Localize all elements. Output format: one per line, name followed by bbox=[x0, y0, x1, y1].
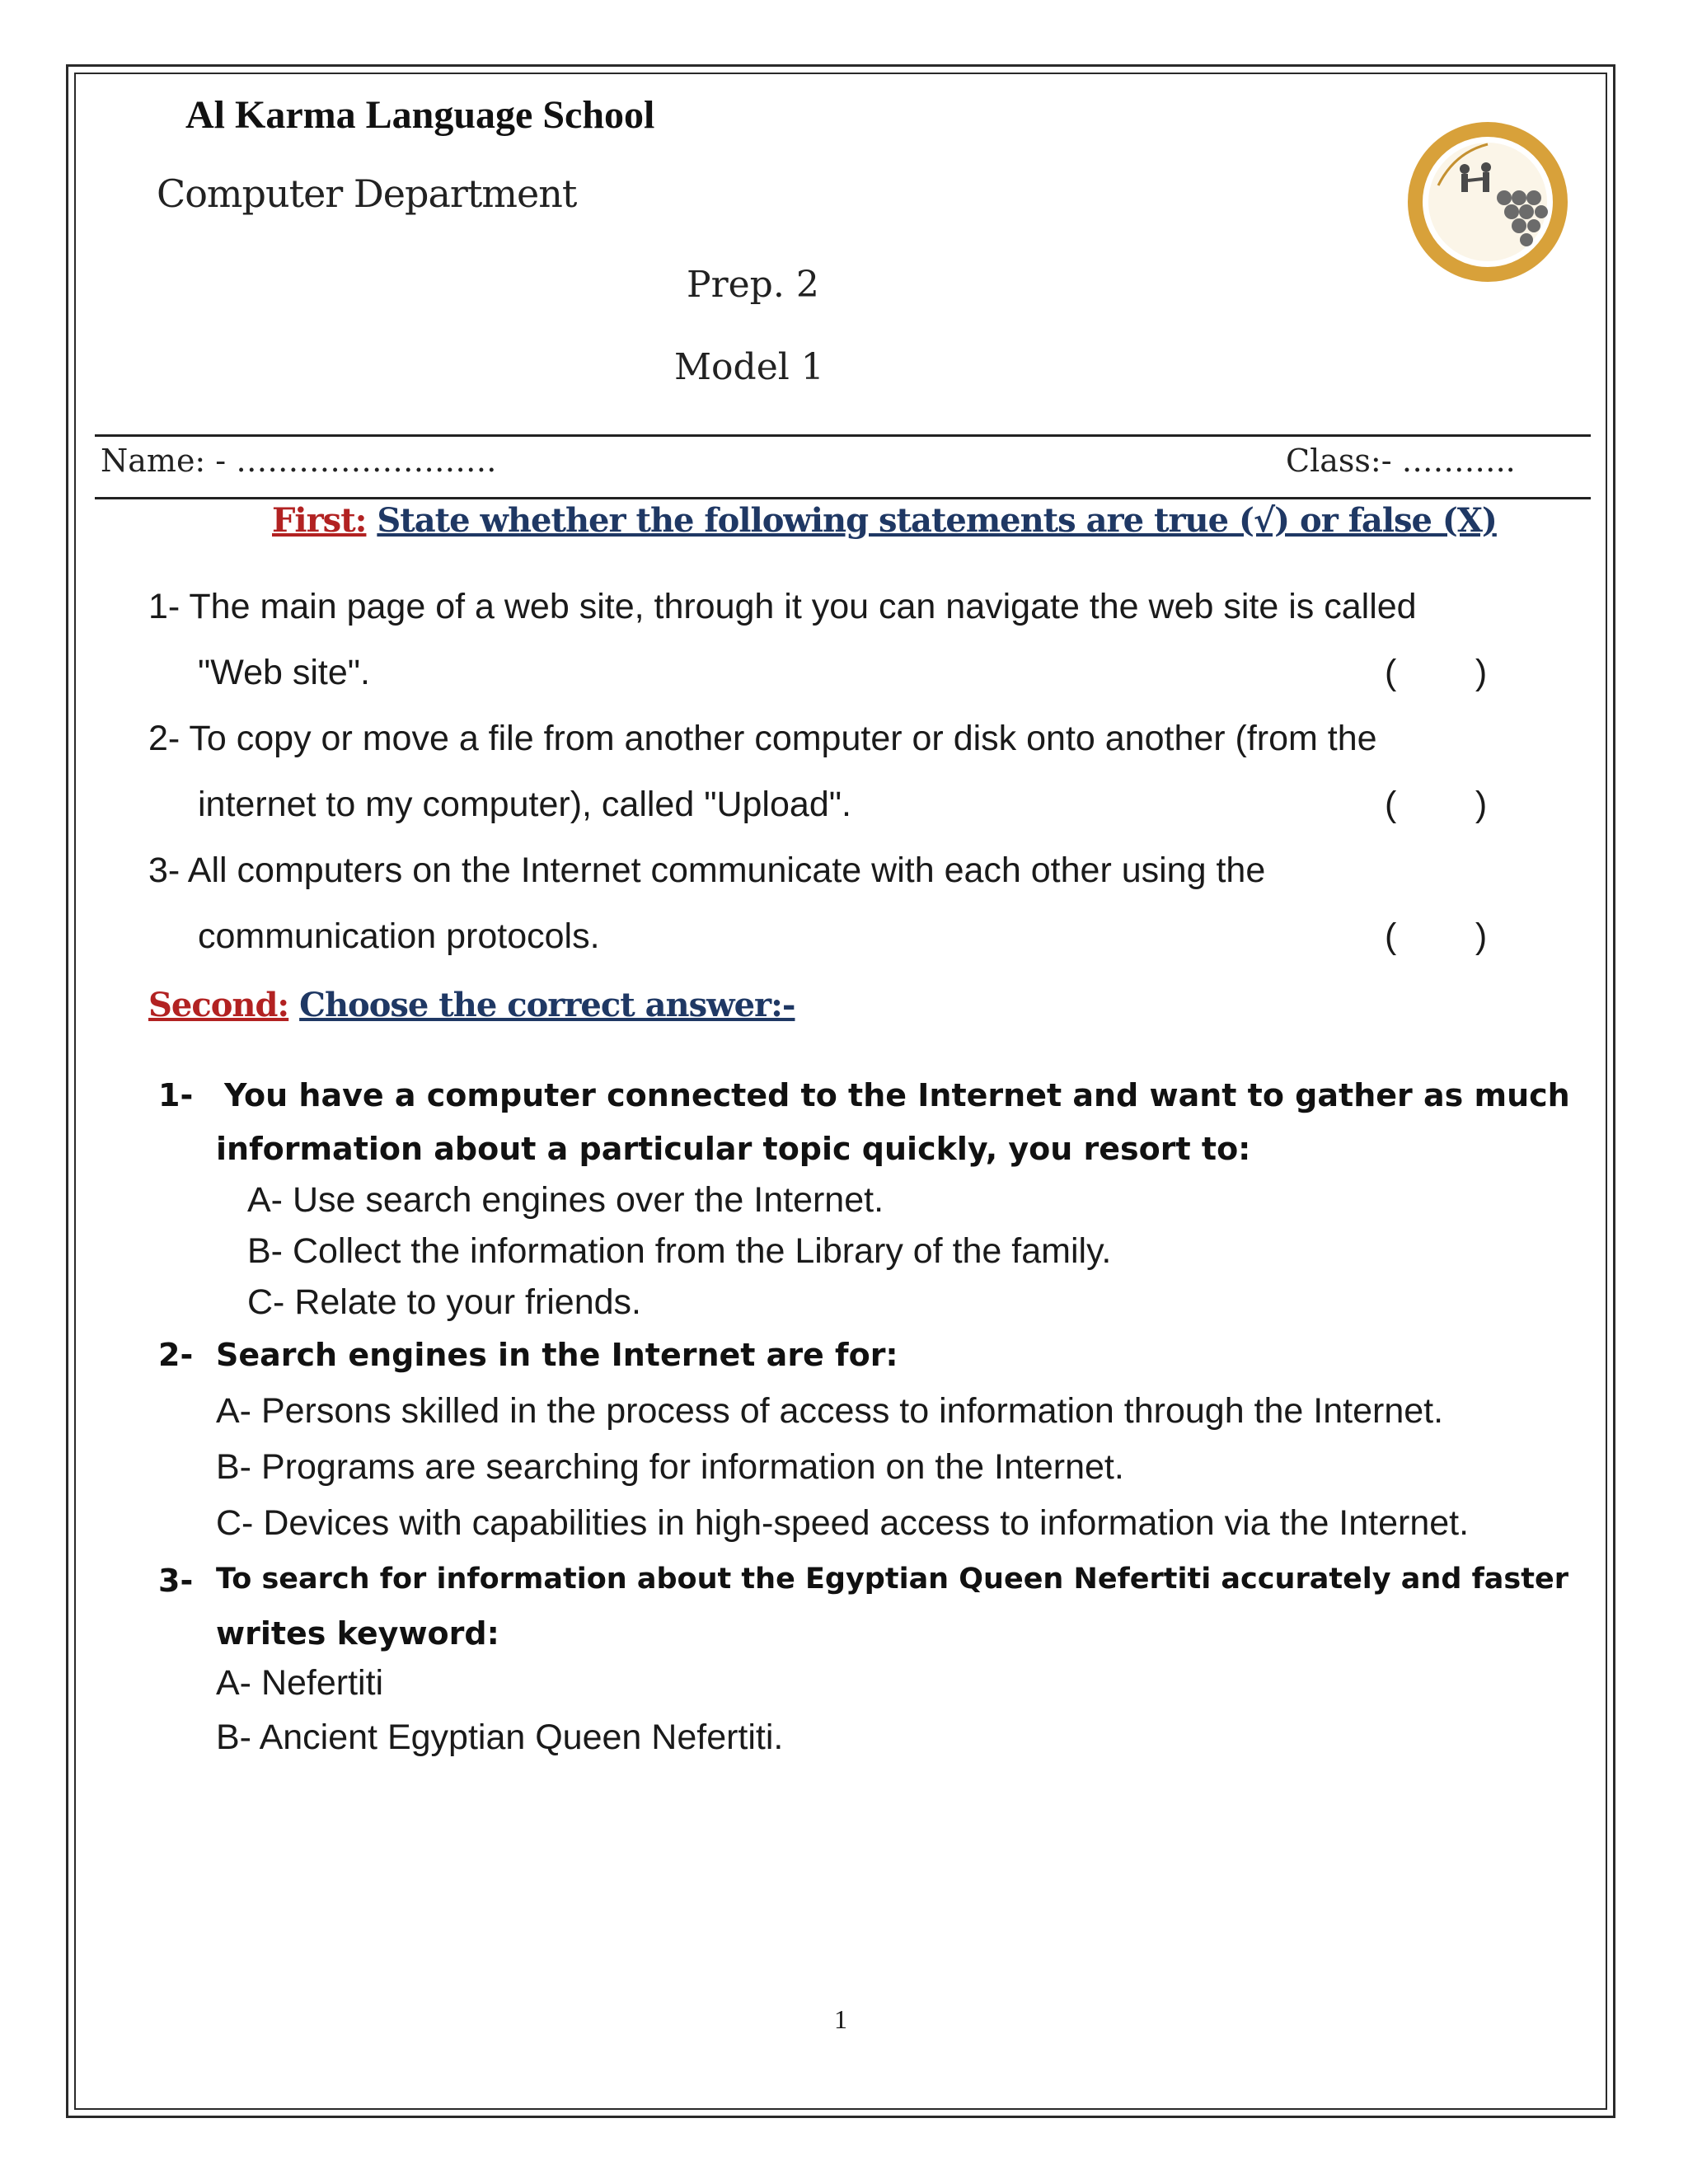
mc-q2-option-a: A- Persons skilled in the process of access to information through the Internet. bbox=[216, 1391, 1444, 1431]
mc-q1-line-2: information about a particular topic quickly, you resort to: bbox=[216, 1131, 1251, 1167]
tf-item-3-line-1: 3- All computers on the Internet communicate with each other using the bbox=[148, 851, 1266, 890]
page-number: 1 bbox=[834, 2004, 847, 2034]
tf-item-3-answer: ( ) bbox=[1385, 916, 1488, 956]
divider-top bbox=[95, 434, 1591, 437]
student-name-field: Name: - ……………………. bbox=[101, 443, 497, 479]
mc-q1-option-a: A- Use search engines over the Internet. bbox=[247, 1180, 884, 1220]
tf-item-2-line-1: 2- To copy or move a file from another computer or disk onto another (from the bbox=[148, 719, 1377, 758]
mc-q3-option-a: A- Nefertiti bbox=[216, 1663, 384, 1703]
section-first-instruction: State whether the following statements are true (√) or false (X) bbox=[377, 501, 1497, 540]
section-second-title bbox=[148, 986, 795, 1024]
section-second-instruction: Choose the correct answer:- bbox=[299, 986, 795, 1024]
mc-q1-line-1: You have a computer connected to the Internet and want to gather as much bbox=[224, 1077, 1570, 1113]
school-logo bbox=[1405, 120, 1570, 284]
section-first-lead: First: bbox=[272, 501, 367, 540]
mc-q3-line-1: To search for information about the Egyptian Queen Nefertiti accurately and faster bbox=[216, 1563, 1568, 1596]
tf-item-1-answer: ( ) bbox=[1385, 653, 1488, 692]
school-name: Al Karma Language School bbox=[185, 93, 655, 137]
section-first-title bbox=[272, 501, 1497, 540]
tf-item-2-answer: ( ) bbox=[1385, 785, 1488, 824]
mc-q1-option-b: B- Collect the information from the Library of the family. bbox=[247, 1231, 1112, 1271]
mc-q3-line-2: writes keyword: bbox=[216, 1615, 499, 1652]
department-name: Computer Department bbox=[157, 171, 577, 216]
model-label: Model 1 bbox=[674, 346, 824, 388]
mc-q2-line-1: Search engines in the Internet are for: bbox=[216, 1337, 898, 1373]
section-second-lead: Second: bbox=[148, 986, 289, 1024]
mc-q1-number: 1- bbox=[158, 1077, 194, 1113]
tf-item-2-line-2: internet to my computer), called "Upload". bbox=[198, 785, 851, 824]
grade-label: Prep. 2 bbox=[687, 264, 819, 306]
mc-q3-number: 3- bbox=[158, 1563, 194, 1599]
mc-q2-number: 2- bbox=[158, 1337, 194, 1373]
mc-q2-option-b: B- Programs are searching for information on the Internet. bbox=[216, 1447, 1124, 1487]
student-class-field: Class:- ……….. bbox=[1286, 443, 1516, 479]
tf-item-1-line-2: "Web site". bbox=[198, 653, 370, 692]
tf-item-3-line-2: communication protocols. bbox=[198, 916, 600, 956]
divider-bottom bbox=[95, 497, 1591, 499]
mc-q2-option-c: C- Devices with capabilities in high-speed access to information via the Internet. bbox=[216, 1503, 1470, 1543]
mc-q3-option-b: B- Ancient Egyptian Queen Nefertiti. bbox=[216, 1718, 784, 1757]
mc-q1-option-c: C- Relate to your friends. bbox=[247, 1282, 641, 1322]
tf-item-1-line-1: 1- The main page of a web site, through it you can navigate the web site is called bbox=[148, 587, 1417, 626]
